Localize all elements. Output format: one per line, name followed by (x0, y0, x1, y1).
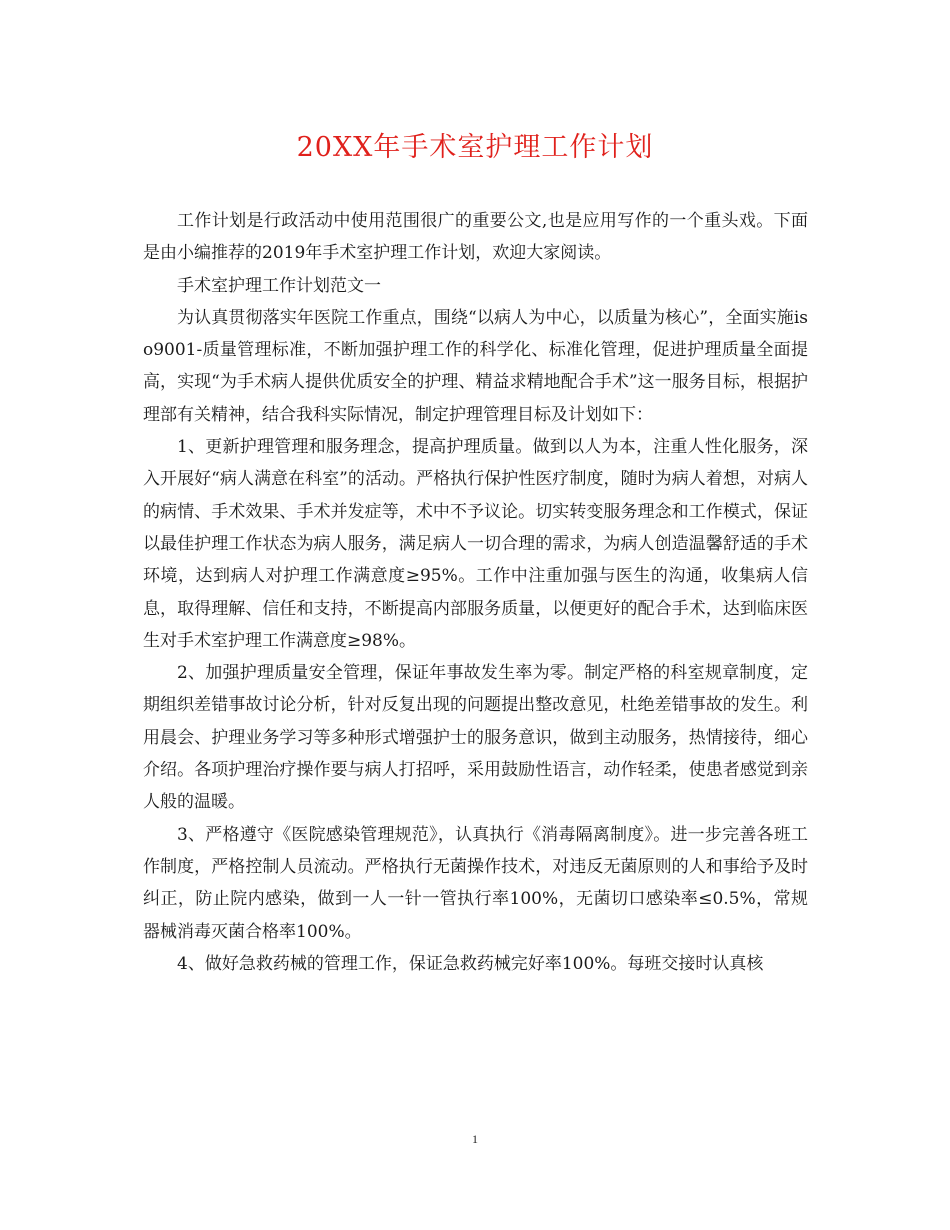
document-body (143, 205, 808, 980)
paragraph-intro: 工作计划是行政活动中使用范围很广的重要公文,也是应用写作的一个重头戏。下面是由小编推荐的2019年手术室护理工作计划，欢迎大家阅读。 (143, 211, 808, 264)
paragraph-item-4: 4、做好急救药械的管理工作，保证急救药械完好率100%。每班交接时认真核 (177, 953, 764, 974)
paragraph-overview: 为认真贯彻落实年医院工作重点，围绕“以病人为中心，以质量为核心”，全面实施iso9001-质量管理标准，不断加强护理工作的科学化、标准化管理，促进护理质量全面提高，实现“为手术病人提供优质安全的护理、精益求精地配合手术”这一服务目标，根据护理部有关精神，结合我科实际情况，制定护理管理目标及计划如下： (143, 307, 808, 425)
paragraph-item-3: 3、严格遵守《医院感染管理规范》，认真执行《消毒隔离制度》。进一步完善各班工作制度，严格控制人员流动。严格执行无菌操作技术，对违反无菌原则的人和事给予及时纠正，防止院内感染，做到一人一针一管执行率100%，无菌切口感染率≤0.5%，常规器械消毒灭菌合格率100%。 (143, 824, 808, 942)
paragraph-item-1: 1、更新护理管理和服务理念，提高护理质量。做到以人为本，注重人性化服务，深入开展好“病人满意在科室”的活动。严格执行保护性医疗制度，随时为病人着想，对病人的病情、手术效果、手术并发症等，术中不予议论。切实转变服务理念和工作模式，保证以最佳护理工作状态为病人服务，满足病人一切合理的需求，为病人创造温馨舒适的手术环境，达到病人对护理工作满意度≥95%。工作中注重加强与医生的沟通，收集病人信息，取得理解、信任和支持，不断提高内部服务质量，以便更好的配合手术，达到临床医生对手术室护理工作满意度≥98%。 (143, 437, 808, 651)
paragraph-item-2: 2、加强护理质量安全管理，保证年事故发生率为零。制定严格的科室规章制度，定期组织差错事故讨论分析，针对反复出现的问题提出整改意见，杜绝差错事故的发生。利用晨会、护理业务学习等多种形式增强护士的服务意识，做到主动服务，热情接待，细心介绍。各项护理治疗操作要与病人打招呼，采用鼓励性语言，动作轻柔，使患者感觉到亲人般的温暖。 (143, 663, 808, 813)
paragraph-section-heading: 手术室护理工作计划范文一 (177, 275, 381, 296)
document-title: 20XX年手术室护理工作计划 (296, 132, 654, 163)
page-number: 1 (472, 1132, 478, 1146)
